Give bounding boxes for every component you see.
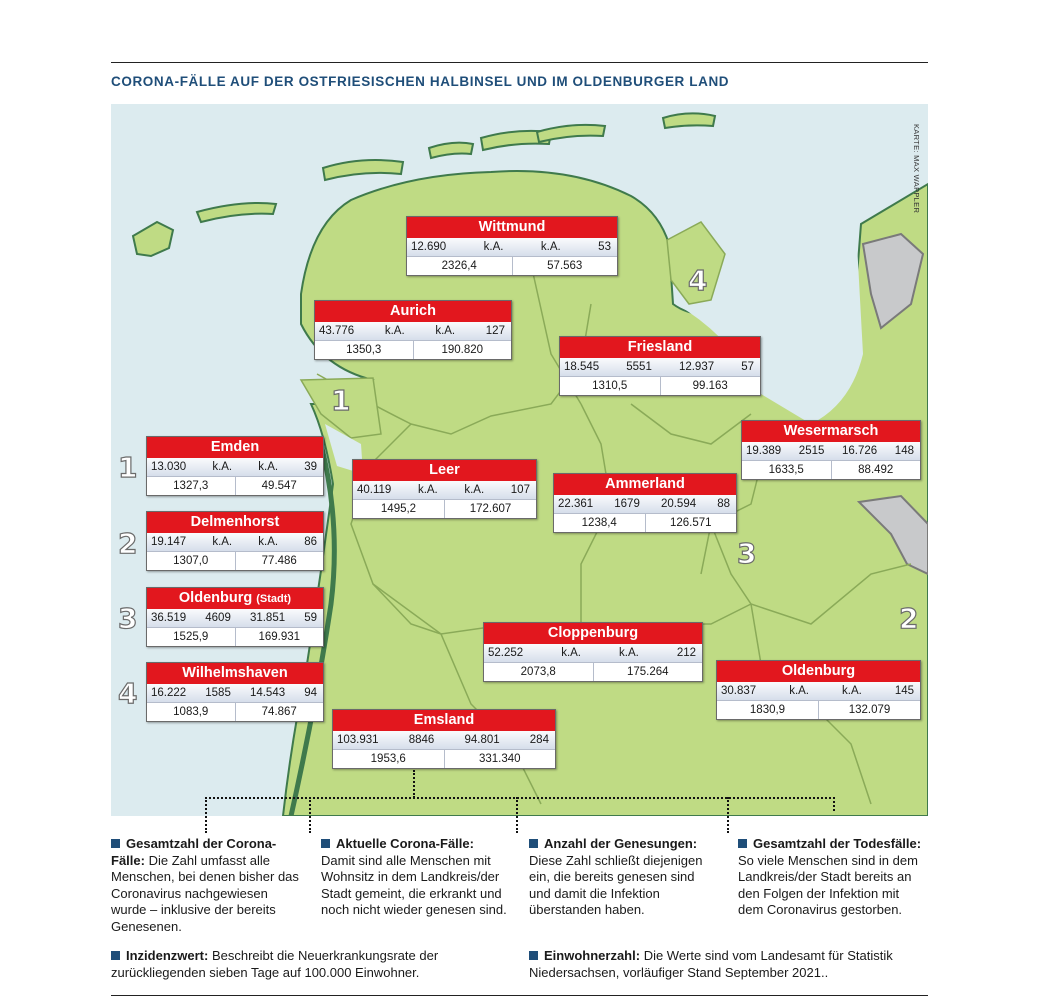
- map-number-2: 2: [899, 602, 919, 635]
- incidence: 1633,5: [742, 461, 832, 479]
- legend-term: Inzidenzwert:: [126, 948, 209, 963]
- recovered: 16.726: [842, 445, 878, 457]
- recovered: 94.801: [464, 734, 500, 746]
- incidence: 1083,9: [147, 703, 236, 721]
- map-number-3: 3: [737, 537, 757, 570]
- recovered: k.A.: [258, 536, 279, 548]
- incidence: 1307,0: [147, 552, 236, 570]
- total-cases: 43.776: [319, 325, 355, 337]
- incidence: 1830,9: [717, 701, 819, 719]
- connector-center: [413, 770, 415, 798]
- map-credit: KARTE: MAX WAPPLER: [912, 124, 921, 214]
- legend-text: Die Zahl umfasst alle Menschen, bei denen bisher das Coronavirus nachgewiesen wurde – inklusive der bereits Genesenen.: [111, 852, 299, 934]
- recovered: k.A.: [258, 461, 279, 473]
- connector-left: [205, 797, 207, 833]
- box-row-cases: [717, 682, 920, 701]
- box-row-stats: [407, 257, 617, 275]
- legend-text: Beschreibt die Neuerkrankungsrate der zurückliegenden sieben Tage auf 100.000 Einwohner.: [111, 948, 439, 980]
- legend-text: Damit sind alle Menschen mit Wohnsitz in dem Landkreis/der Stadt gemeint, die erkrankt und noch nicht wieder genesen sind.: [321, 852, 507, 917]
- data-box-cloppenburg: [483, 622, 703, 682]
- recovered: 20.594: [660, 498, 697, 510]
- box-row-cases: [147, 458, 323, 477]
- box-row-cases: [353, 481, 536, 500]
- current-cases: k.A.: [212, 536, 233, 548]
- data-box-ammerland: [553, 473, 737, 533]
- recovered: k.A.: [435, 325, 456, 337]
- box-title: [147, 588, 323, 609]
- deaths: 57: [741, 361, 754, 373]
- box-row-cases: [554, 495, 736, 514]
- box-title: Wesermarsch: [742, 421, 920, 442]
- incidence: 1953,6: [333, 750, 445, 768]
- recovered: k.A.: [464, 484, 485, 496]
- legend-term: Einwohnerzahl:: [544, 948, 641, 963]
- deaths: 145: [894, 685, 914, 697]
- box-row-stats: [484, 663, 702, 681]
- current-cases: k.A.: [384, 325, 405, 337]
- population: 331.340: [478, 753, 521, 765]
- list-number-1: 1: [118, 451, 138, 484]
- connector-right-b: [833, 797, 835, 811]
- deaths: 284: [529, 734, 549, 746]
- legend-population: [529, 948, 928, 981]
- current-cases: 8846: [408, 734, 435, 746]
- deaths: 53: [598, 241, 611, 253]
- deaths: 127: [485, 325, 505, 337]
- population: 88.492: [858, 464, 894, 476]
- total-cases: 36.519: [151, 612, 187, 624]
- incidence: 1310,5: [560, 377, 661, 395]
- box-title: Emden: [147, 437, 323, 458]
- deaths: 86: [304, 536, 317, 548]
- deaths: 212: [676, 647, 696, 659]
- connector-right-a: [727, 797, 729, 833]
- data-box-emden: [146, 436, 324, 496]
- total-cases: 12.690: [411, 241, 447, 253]
- data-box-oldenburg: [716, 660, 921, 720]
- population: 169.931: [258, 631, 301, 643]
- box-title: Wilhelmshaven: [147, 663, 323, 684]
- legend-marker: [529, 951, 538, 960]
- total-cases: 22.361: [558, 498, 594, 510]
- population: 77.486: [261, 555, 297, 567]
- current-cases: 5551: [626, 361, 652, 373]
- data-box-delmenhorst: [146, 511, 324, 571]
- box-row-cases: [315, 322, 511, 341]
- total-cases: 40.119: [357, 484, 392, 496]
- box-row-cases: [333, 731, 555, 750]
- box-title: Aurich: [315, 301, 511, 322]
- legend-text: Diese Zahl schließt diejenigen ein, die bereits genesen sind und damit die Infektion überstanden haben.: [529, 852, 703, 917]
- incidence: 1495,2: [353, 500, 445, 518]
- box-row-stats: [560, 377, 760, 395]
- recovered: 12.937: [678, 361, 715, 373]
- box-title: Delmenhorst: [147, 512, 323, 533]
- box-row-stats: [554, 514, 736, 532]
- total-cases: 52.252: [488, 647, 524, 659]
- connector-horizontal: [205, 797, 835, 799]
- deaths: 94: [304, 687, 317, 699]
- population: 74.867: [261, 706, 297, 718]
- box-title: Leer: [353, 460, 536, 481]
- incidence: 1238,4: [554, 514, 646, 532]
- legend-marker: [111, 951, 120, 960]
- recovered: 14.543: [249, 687, 286, 699]
- island-wangerooge: [663, 113, 715, 128]
- box-title: Wittmund: [407, 217, 617, 238]
- legend-term: Anzahl der Genesungen:: [544, 836, 698, 851]
- legend-deaths: [738, 836, 928, 919]
- box-row-stats: [717, 701, 920, 719]
- connector-mid-right: [516, 797, 518, 833]
- box-title: Oldenburg: [717, 661, 920, 682]
- current-cases: 1679: [614, 498, 640, 510]
- data-box-aurich: [314, 300, 512, 360]
- current-cases: k.A.: [483, 241, 504, 253]
- box-row-stats: [147, 628, 323, 646]
- list-number-3: 3: [118, 602, 138, 635]
- box-row-stats: [315, 341, 511, 359]
- incidence: 1327,3: [147, 477, 236, 495]
- total-cases: 103.931: [337, 734, 379, 746]
- data-box-friesland: [559, 336, 761, 396]
- recovered: k.A.: [842, 685, 862, 697]
- box-title-suffix: (Stadt): [256, 593, 292, 605]
- data-box-emsland: [332, 709, 556, 769]
- legend-marker: [111, 839, 120, 848]
- box-row-stats: [742, 461, 920, 479]
- box-row-stats: [333, 750, 555, 768]
- population: 99.163: [692, 380, 728, 392]
- population: 175.264: [626, 666, 669, 678]
- box-row-stats: [147, 703, 323, 721]
- box-title: Friesland: [560, 337, 760, 358]
- top-rule: [111, 62, 928, 63]
- current-cases: k.A.: [212, 461, 233, 473]
- incidence: 1525,9: [147, 628, 236, 646]
- legend-marker: [321, 839, 330, 848]
- connector-mid-left: [309, 797, 311, 833]
- current-cases: 4609: [205, 612, 231, 624]
- total-cases: 13.030: [151, 461, 187, 473]
- current-cases: k.A.: [789, 685, 809, 697]
- total-cases: 16.222: [151, 687, 187, 699]
- map-number-4: 4: [688, 264, 708, 297]
- population: 190.820: [441, 344, 484, 356]
- population: 132.079: [848, 704, 891, 716]
- page-title: CORONA-FÄLLE AUF DER OSTFRIESISCHEN HALBINSEL UND IM OLDENBURGER LAND: [111, 74, 730, 89]
- data-box-oldenburg-stadt: [146, 587, 324, 647]
- incidence: 2073,8: [484, 663, 594, 681]
- box-title: Cloppenburg: [484, 623, 702, 644]
- legend-total-cases: [111, 836, 301, 935]
- population: 57.563: [547, 260, 583, 272]
- box-row-cases: [407, 238, 617, 257]
- population: 172.607: [469, 503, 512, 515]
- list-number-4: 4: [118, 677, 138, 710]
- data-box-wilhelmshaven: [146, 662, 324, 722]
- legend-text: Die Werte sind vom Landesamt für Statistik Niedersachsen, vorläufiger Stand September 2021..: [529, 948, 893, 980]
- bottom-rule: [111, 995, 928, 996]
- data-box-leer: [352, 459, 537, 519]
- recovered: k.A.: [540, 241, 561, 253]
- total-cases: 30.837: [721, 685, 757, 697]
- legend-term: Aktuelle Corona-Fälle:: [336, 836, 474, 851]
- total-cases: 18.545: [564, 361, 600, 373]
- box-row-cases: [147, 609, 323, 628]
- legend-term: Gesamtzahl der Corona-Fälle:: [111, 836, 277, 868]
- deaths: 148: [894, 445, 914, 457]
- data-box-wesermarsch: [741, 420, 921, 480]
- recovered: k.A.: [619, 647, 639, 659]
- deaths: 107: [510, 484, 530, 496]
- map-number-1: 1: [331, 384, 351, 417]
- current-cases: 1585: [205, 687, 231, 699]
- incidence: 2326,4: [407, 257, 513, 275]
- population: 126.571: [669, 517, 712, 529]
- legend-incidence: [111, 948, 511, 981]
- deaths: 59: [304, 612, 317, 624]
- current-cases: k.A.: [417, 484, 438, 496]
- legend-marker: [529, 839, 538, 848]
- incidence: 1350,3: [315, 341, 414, 359]
- recovered: 31.851: [249, 612, 286, 624]
- legend-recoveries: [529, 836, 719, 919]
- current-cases: 2515: [798, 445, 825, 457]
- box-row-cases: [147, 533, 323, 552]
- legend-term: Gesamtzahl der Todesfälle:: [753, 836, 922, 851]
- current-cases: k.A.: [561, 647, 581, 659]
- total-cases: 19.389: [746, 445, 782, 457]
- box-row-stats: [353, 500, 536, 518]
- box-row-cases: [742, 442, 920, 461]
- box-row-stats: [147, 552, 323, 570]
- box-title: Ammerland: [554, 474, 736, 495]
- box-row-cases: [560, 358, 760, 377]
- legend-text: So viele Menschen sind in dem Landkreis/der Stadt bereits an den Folgen der Infektion mit dem Coronavirus gestorben.: [738, 852, 918, 917]
- deaths: 88: [717, 498, 730, 510]
- total-cases: 19.147: [151, 536, 187, 548]
- box-row-cases: [147, 684, 323, 703]
- population: 49.547: [261, 480, 297, 492]
- legend-current-cases: [321, 836, 509, 919]
- box-row-stats: [147, 477, 323, 495]
- list-number-2: 2: [118, 527, 138, 560]
- box-title: Emsland: [333, 710, 555, 731]
- legend-marker: [738, 839, 747, 848]
- box-title-name: Oldenburg: [178, 590, 253, 606]
- box-row-cases: [484, 644, 702, 663]
- data-box-wittmund: [406, 216, 618, 276]
- deaths: 39: [304, 461, 317, 473]
